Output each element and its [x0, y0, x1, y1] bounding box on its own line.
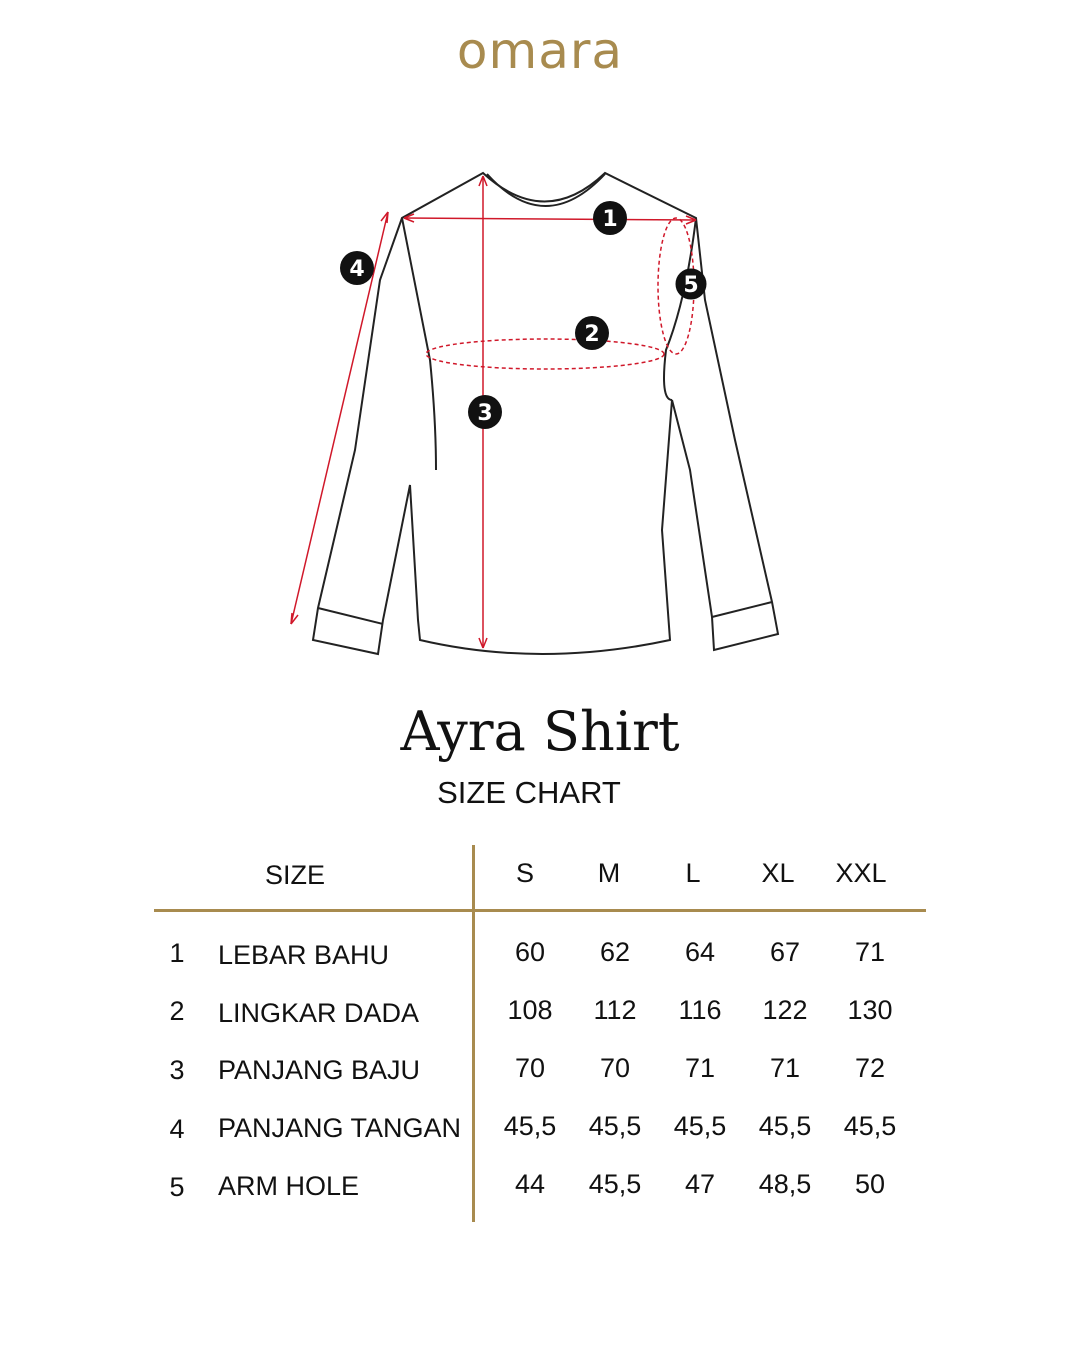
shirt-outline: [313, 173, 778, 654]
table-cell: 45,5: [588, 1169, 642, 1199]
table-cell: 71: [854, 937, 886, 967]
table-cell: 62: [599, 937, 631, 967]
table-cell: 70: [514, 1053, 546, 1083]
table-cell: 45,5: [673, 1111, 727, 1141]
table-cell: 44: [514, 1169, 546, 1199]
table-cell: 116: [678, 995, 722, 1025]
size-col-s: S: [515, 858, 534, 888]
row-label: LINGKAR DADA: [218, 998, 420, 1028]
table-cell: 67: [769, 937, 801, 967]
row-label: PANJANG BAJU: [218, 1055, 421, 1085]
table-cell: 45,5: [503, 1111, 557, 1141]
table-cell: 48,5: [758, 1169, 812, 1199]
size-chart-subtitle: SIZE CHART: [437, 775, 621, 810]
size-header: SIZE: [265, 860, 326, 890]
table-cell: 60: [514, 937, 546, 967]
shirt-measurement-diagram: [270, 160, 810, 670]
row-label: ARM HOLE: [218, 1171, 360, 1201]
right-armhole-seam: [664, 218, 699, 400]
table-cell: 122: [762, 995, 808, 1025]
row-label: PANJANG TANGAN: [218, 1113, 462, 1143]
product-title: Ayra Shirt: [400, 700, 680, 763]
brand-logo: omara: [456, 22, 624, 80]
table-cell: 108: [507, 995, 553, 1025]
size-col-m: M: [597, 858, 621, 888]
table-cell: 45,5: [588, 1111, 642, 1141]
table-cell: 47: [684, 1169, 716, 1199]
chest-circumference-loop: [426, 339, 664, 369]
table-cell: 64: [684, 937, 716, 967]
size-col-l: L: [685, 858, 701, 888]
size-col-xxl: XXL: [835, 858, 887, 888]
table-cell: 72: [854, 1053, 886, 1083]
svg-text:4: 4: [349, 257, 365, 282]
row-number: 1: [169, 938, 185, 968]
left-cuff-line: [318, 608, 383, 624]
left-armhole-seam: [402, 218, 436, 470]
row-label: LEBAR BAHU: [218, 940, 390, 970]
table-cell: 130: [847, 995, 893, 1025]
row-number: 2: [169, 996, 185, 1026]
header-divider: [154, 909, 926, 912]
svg-text:2: 2: [584, 322, 600, 347]
right-cuff-line: [712, 602, 772, 617]
svg-text:5: 5: [683, 273, 699, 298]
sleeve-length-arrow: [291, 212, 388, 624]
table-cell: 45,5: [843, 1111, 897, 1141]
row-number: 5: [169, 1172, 185, 1202]
svg-text:1: 1: [602, 207, 618, 232]
svg-text:3: 3: [477, 401, 493, 426]
size-col-xl: XL: [761, 858, 795, 888]
table-cell: 50: [854, 1169, 886, 1199]
table-cell: 71: [769, 1053, 801, 1083]
table-cell: 70: [599, 1053, 631, 1083]
row-number: 4: [169, 1114, 185, 1144]
table-cell: 112: [593, 995, 637, 1025]
row-number: 3: [169, 1055, 185, 1085]
table-cell: 71: [684, 1053, 716, 1083]
column-divider: [472, 845, 475, 1222]
shoulder-width-arrow: [404, 218, 696, 220]
table-cell: 45,5: [758, 1111, 812, 1141]
